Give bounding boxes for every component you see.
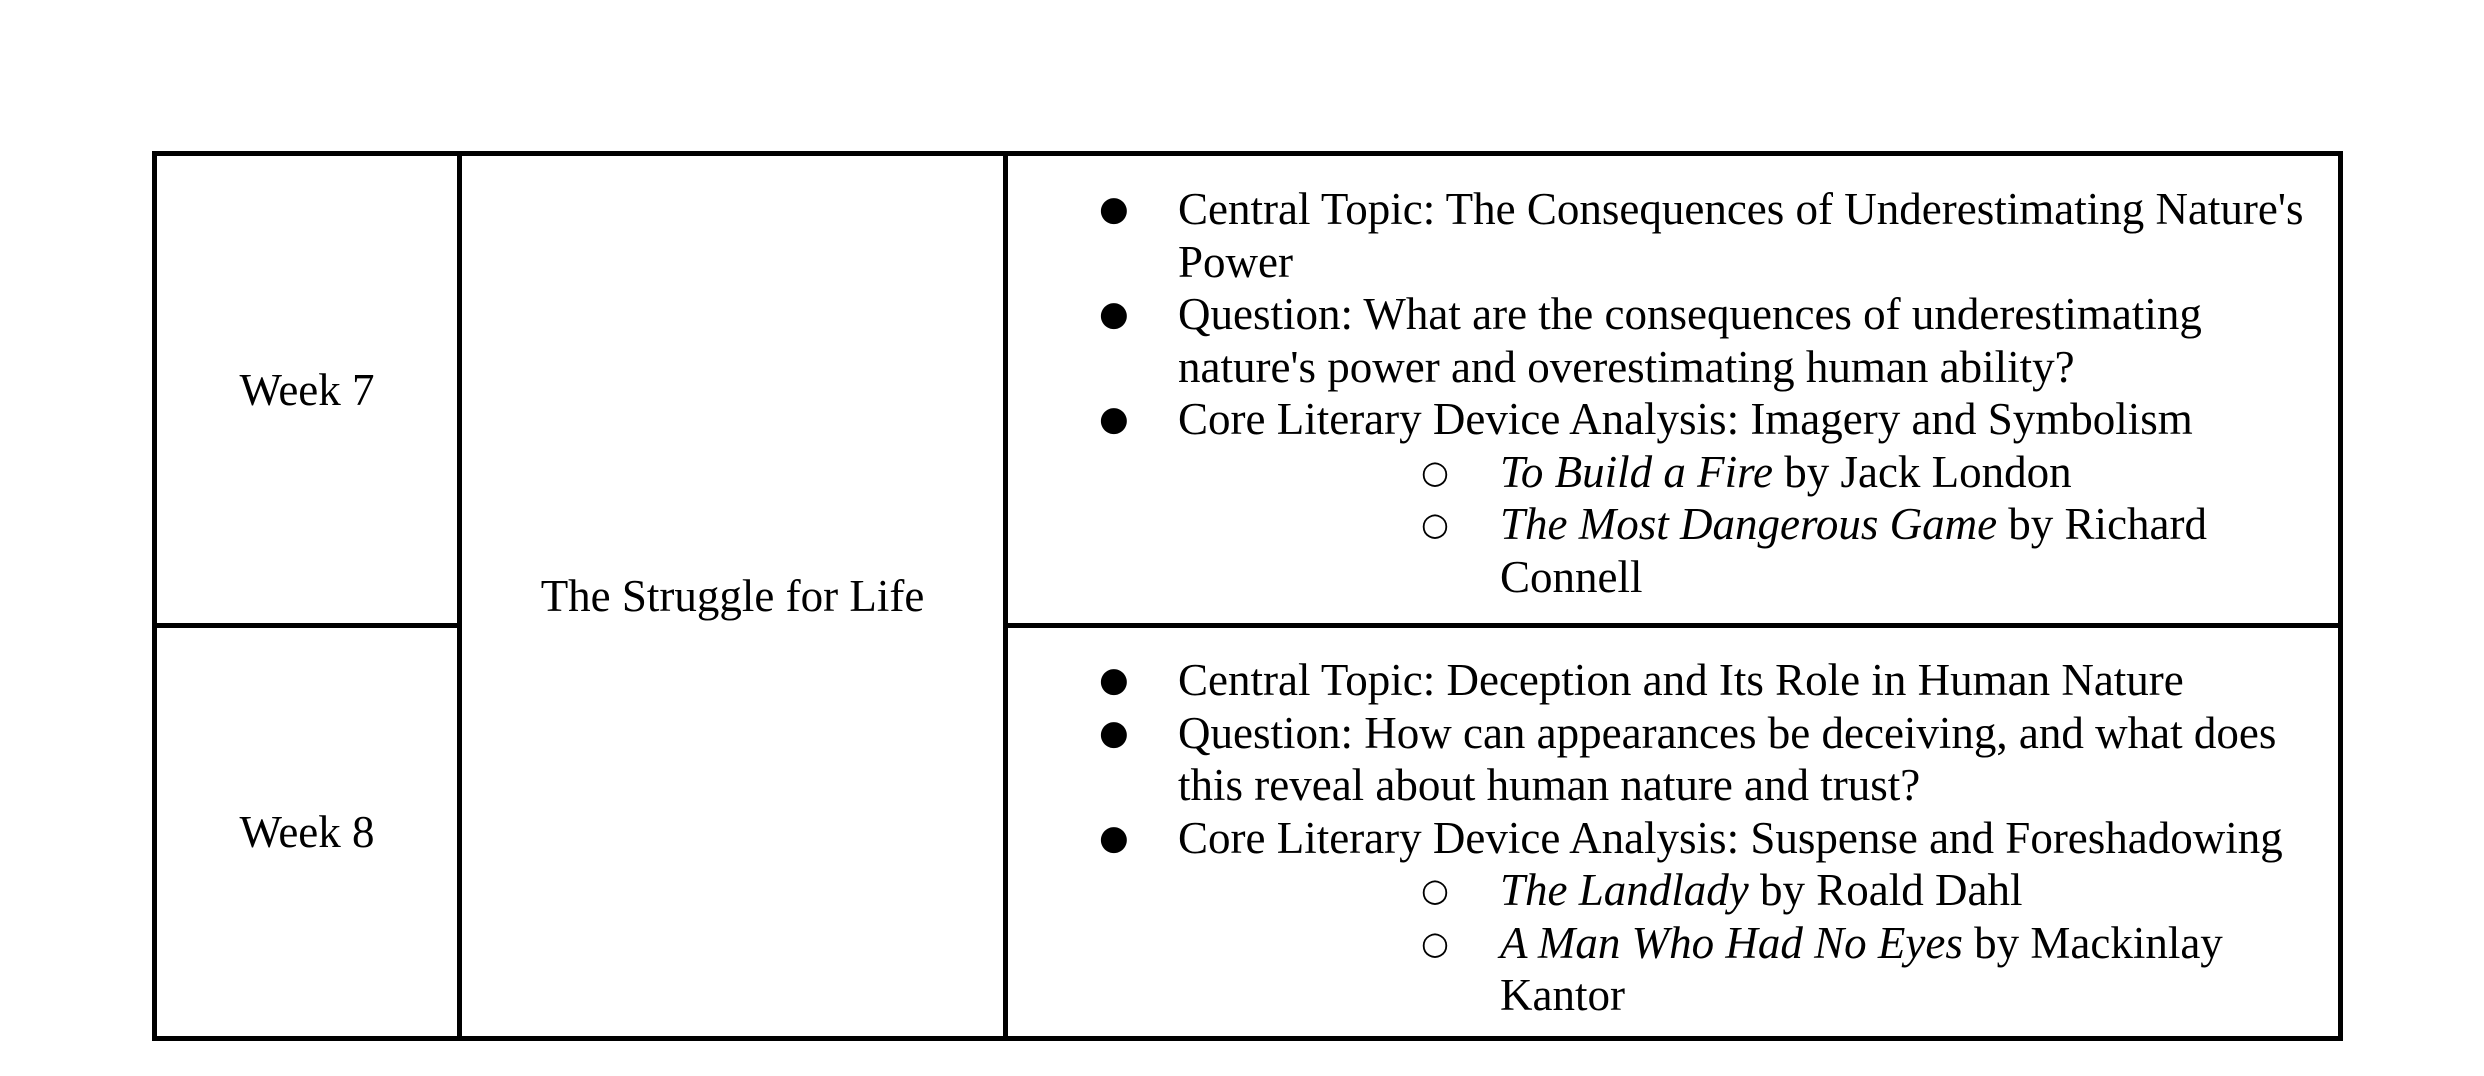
reading-author: by Richard Connell: [1500, 499, 2207, 602]
unit-title: The Struggle for Life: [460, 154, 1006, 1039]
week-details: [1006, 154, 2341, 626]
reading-author: by Mackinlay Kantor: [1500, 917, 2223, 1020]
week-label: Week 7: [155, 154, 460, 626]
reading-author: by Jack London: [1772, 446, 2072, 497]
bullet-central-topic: ● Central Topic: The Consequences of Underestimating Nature's Power: [1008, 183, 2318, 288]
bullet-question: ● Question: How can appearances be deceiving, and what does this reveal about human nature and trust?: [1008, 707, 2318, 812]
week-label: Week 8: [155, 626, 460, 1039]
syllabus-table: [152, 151, 2343, 1041]
reading-item: [1178, 864, 2318, 917]
literary-device-text: Core Literary Device Analysis: Imagery and Symbolism: [1178, 394, 2193, 444]
topic-list: [1008, 654, 2318, 1022]
reading-author: by Roald Dahl: [1748, 865, 2023, 915]
reading-title: A Man Who Had No Eyes: [1500, 917, 1963, 968]
reading-list: [1178, 446, 2318, 604]
bullet-question: ● Question: What are the consequences of underestimating nature's power and overestimating human ability?: [1008, 288, 2318, 393]
literary-device-text: Core Literary Device Analysis: Suspense and Foreshadowing: [1178, 812, 2283, 863]
reading-title: The Most Dangerous Game: [1500, 499, 1998, 549]
reading-item: [1178, 917, 2318, 1022]
reading-title: To Build a Fire: [1500, 446, 1773, 497]
reading-item: [1178, 446, 2318, 499]
reading-title: The Landlady: [1500, 865, 1749, 915]
reading-list: [1178, 864, 2318, 1022]
bullet-central-topic: ● Central Topic: Deception and Its Role in Human Nature: [1008, 654, 2318, 707]
table-row: [155, 154, 2341, 626]
topic-list: [1008, 183, 2318, 603]
bullet-literary-device: [1008, 393, 2318, 603]
week-details: [1006, 626, 2341, 1039]
reading-item: [1178, 498, 2318, 603]
bullet-literary-device: [1008, 812, 2318, 1022]
